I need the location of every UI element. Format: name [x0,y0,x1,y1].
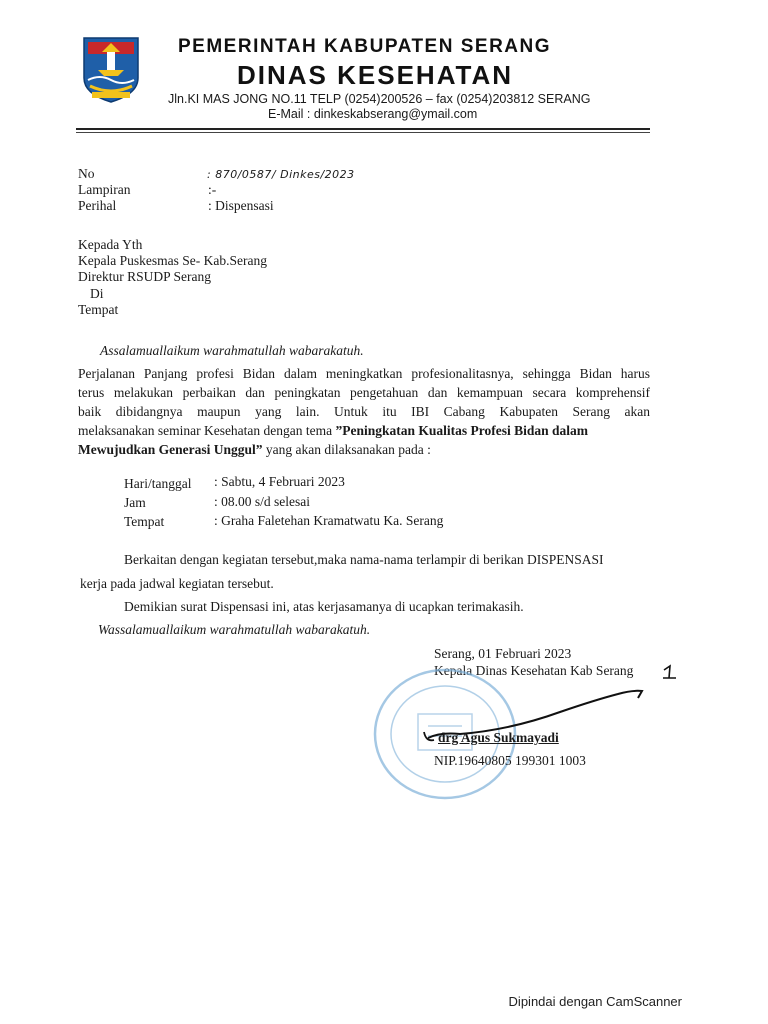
recipient-di: Di [90,286,104,301]
letterhead-rule-thin [76,132,650,133]
letter-number: : 870/0587/ Dinkes/2023 [207,168,355,181]
time-value: : 08.00 s/d selesai [214,494,310,509]
greeting: Assalamuallaikum warahmatullah wabarakatuh. [100,343,364,358]
letterhead-address: Jln.KI MAS JONG NO.11 TELP (0254)200526 – fax (0254)203812 SERANG [168,92,591,106]
paragraph-line: Perjalanan Panjang profesi Bidan dalam meningkatkan profesionalitasnya, sehingga Bidan harus [78,366,650,381]
letterhead-email: E-Mail : dinkeskabserang@ymail.com [268,107,478,121]
recipient-puskesmas: Kepala Puskesmas Se- Kab.Serang [78,253,267,268]
farewell: Wassalamuallaikum warahmatullah wabarakatuh. [98,622,371,637]
signature-position: Kepala Dinas Kesehatan Kab Serang [434,663,634,678]
paragraph-line: baik dibidangnya maupun yang lain. Untuk itu IBI Cabang Kabupaten Serang akan [78,404,650,419]
kabupaten-serang-logo [80,34,142,104]
paragraph-line [78,421,650,440]
recipient-tempat: Tempat [78,302,119,317]
day-value: : Sabtu, 4 Februari 2023 [214,474,345,489]
paragraph-line: terus melakukan perbaikan dan peningkatan pengetahuan dan kemampuan secara komprehensif [78,385,650,400]
signatory-name: drg Agus Sukmayadi [438,730,559,745]
letterhead-government: PEMERINTAH KABUPATEN SERANG [178,36,552,57]
dispensation-paragraph: Berkaitan dengan kegiatan tersebut,maka nama-nama terlampir di berikan DISPENSASI [124,552,604,567]
thanks-paragraph: Demikian surat Dispensasi ini, atas kerjasamanya di ucapkan terimakasih. [124,599,524,614]
day-label: Hari/tanggal [124,476,192,491]
camscanner-watermark: Dipindai dengan CamScanner [508,994,682,1009]
signatory-nip: NIP.19640805 199301 1003 [434,753,586,768]
recipient-rsudp: Direktur RSUDP Serang [78,269,211,284]
seminar-theme: ”Peningkatan Kualitas Profesi Bidan dalam [335,423,589,438]
dispensation-paragraph-end: kerja pada jadwal kegiatan tersebut. [80,576,274,591]
place-label: Tempat [124,514,165,529]
perihal-value: : Dispensasi [208,198,274,213]
lampiran-value: :- [208,182,217,197]
theme-intro: melaksanakan seminar Kesehatan dengan tema [78,423,336,438]
no-label: No [78,166,95,181]
recipient-salutation: Kepada Yth [78,237,143,252]
lampiran-label: Lampiran [78,182,131,197]
letterhead-agency: DINAS KESEHATAN [237,60,514,90]
time-label: Jam [124,495,146,510]
perihal-label: Perihal [78,198,117,213]
paragraph-line [78,440,431,459]
letterhead-rule [76,128,650,130]
place-value: : Graha Faletehan Kramatwatu Ka. Serang [214,513,444,528]
signature-place-date: Serang, 01 Februari 2023 [434,646,572,661]
theme-outro: yang akan dilaksanakan pada : [262,442,431,457]
seminar-theme-end: Mewujudkan Generasi Unggul” [78,442,263,457]
